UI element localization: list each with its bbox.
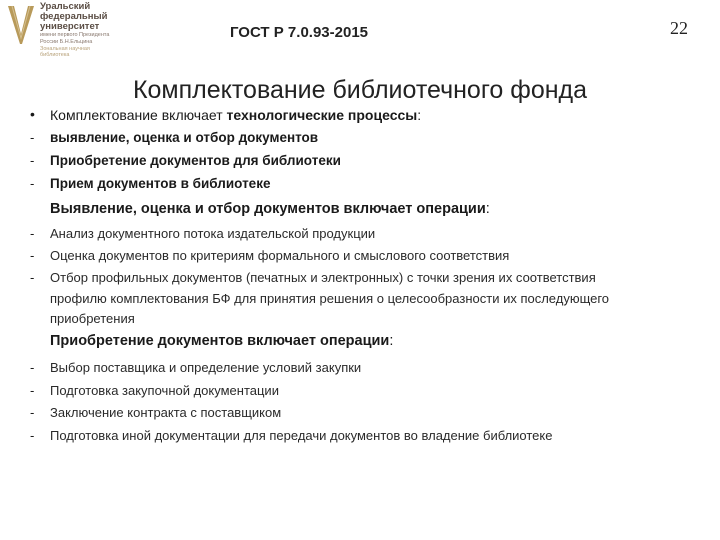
process-text: Приобретение документов для библиотеки [50, 153, 341, 168]
dash-icon: - [30, 360, 35, 375]
dash-icon: - [30, 153, 35, 168]
dash-icon: - [30, 405, 35, 420]
logo-library-line: библиотека [40, 52, 70, 58]
intro-text-emph: технологические процессы [226, 107, 418, 123]
page-number: 22 [670, 18, 688, 38]
dash-icon: - [30, 383, 35, 398]
bullet-icon: • [30, 106, 35, 122]
dash-icon: - [30, 248, 35, 263]
header-title: ГОСТ Р 7.0.93-2015 [230, 24, 369, 41]
operation-text: Подготовка закупочной документации [50, 383, 279, 398]
logo-line: университет [40, 21, 100, 32]
process-text: Прием документов в библиотеке [50, 176, 271, 191]
dash-icon: - [30, 176, 35, 191]
intro-text [50, 105, 421, 125]
logo-subline: России Б.Н.Ельцина [40, 39, 93, 45]
section-heading [50, 333, 393, 349]
dash-icon: - [30, 270, 35, 285]
dash-icon: - [30, 226, 35, 241]
section-heading [50, 201, 490, 217]
university-logo [4, 2, 116, 64]
logo-line: федеральный [40, 11, 108, 22]
dash-icon: - [30, 130, 35, 145]
logo-text [40, 2, 120, 58]
operation-text: Анализ документного потока издательской продукции [50, 226, 376, 241]
operation-text: Выбор поставщика и определение условий закупки [50, 360, 362, 375]
operation-text: Заключение контракта с поставщиком [50, 405, 282, 420]
section-heading-emph: Выявление, оценка и отбор документов включает операции [50, 201, 486, 217]
intro-text-plain: Комплектование включает [50, 107, 227, 123]
logo-library-line: Зональная научная [40, 46, 90, 52]
operation-text: Отбор профильных документов (печатных и электронных) с точки зрения их соответствия профилю комплектования БФ для принятия решения о целесообразности их последующего приобретения [50, 270, 610, 326]
operation-text: Оценка документов по критериям формального и смыслового соответствия [50, 248, 510, 263]
section-heading-tail: : [485, 201, 490, 217]
section-heading-emph: Приобретение документов включает операции [50, 333, 390, 349]
slide-title: Комплектование библиотечного фонда [132, 76, 588, 104]
logo-subline: имени первого Президента [40, 32, 110, 38]
dash-icon: - [30, 428, 35, 443]
process-text: выявление, оценка и отбор документов [50, 130, 319, 145]
university-logo-mark-icon [6, 4, 36, 50]
logo-line: Уральский [40, 1, 91, 12]
operation-text: Подготовка иной документации для передачи документов во владение библиотеке [50, 428, 553, 443]
section-heading-tail: : [389, 333, 394, 349]
intro-text-tail: : [417, 107, 422, 123]
